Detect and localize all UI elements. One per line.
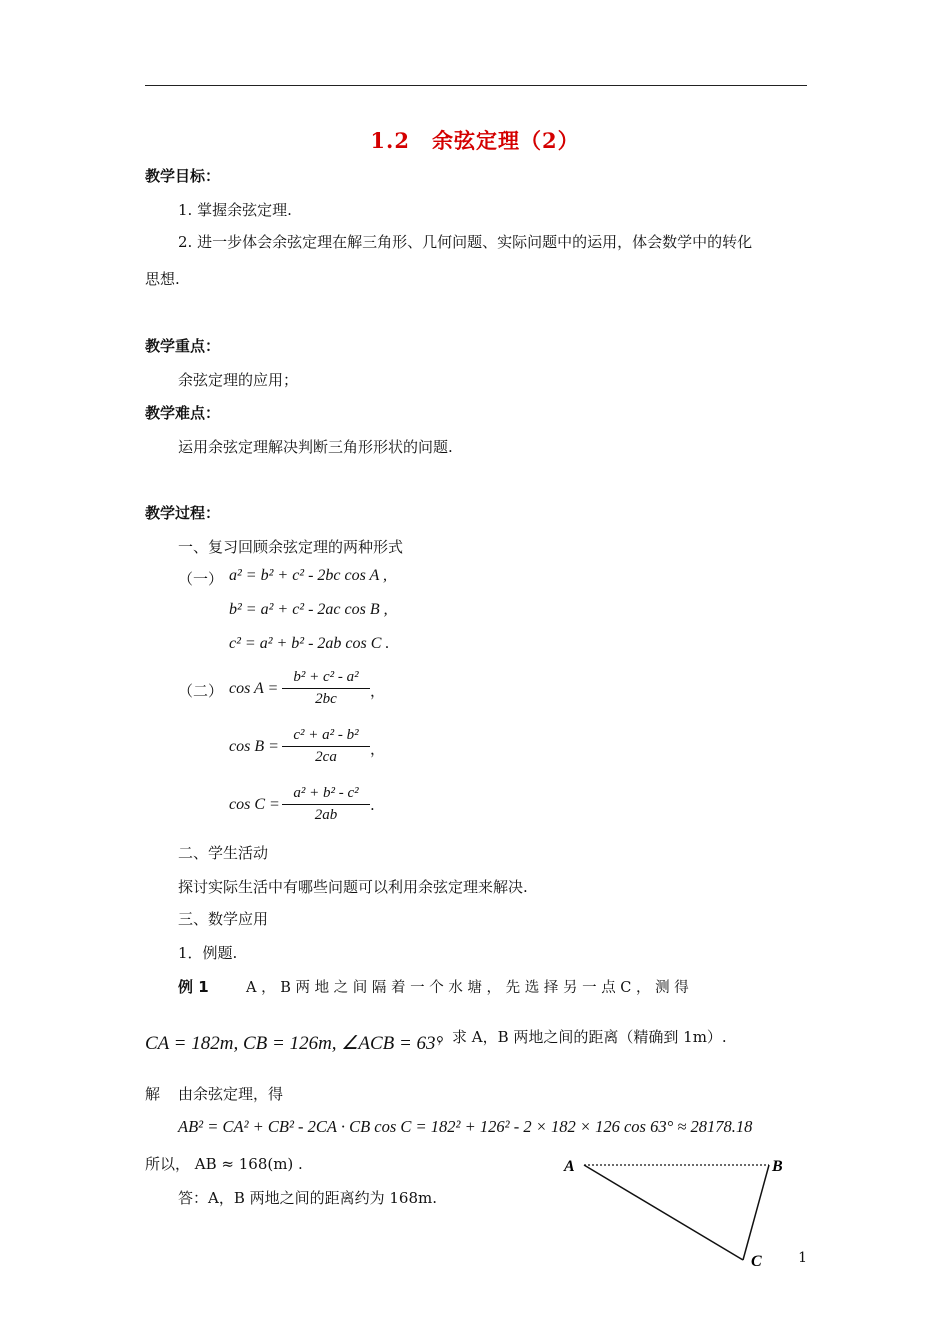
part2-heading: 二、学生活动 [178, 844, 269, 862]
difficulty-text: 运用余弦定理解决判断三角形形状的问题. [178, 438, 453, 456]
page-title: 1.2 余弦定理（2） [370, 128, 580, 153]
cosC-tail: . [370, 796, 375, 814]
solution-label: 解 [145, 1085, 161, 1103]
cosC-fraction-bar [282, 804, 370, 805]
vertex-c-label: C [751, 1253, 762, 1270]
example-given [145, 1032, 443, 1055]
example-given-text: CA = 182m, CB = 126m, ∠ACB = 63° [145, 1033, 444, 1054]
cosA-numerator: b² + c² - a² [293, 669, 359, 685]
cosA-fraction [282, 669, 370, 708]
cosB-tail: ， [370, 740, 386, 758]
focus-text: 余弦定理的应用； [178, 371, 299, 389]
goals-heading: 教学目标： [145, 167, 221, 185]
cosA-denominator: 2bc [315, 691, 337, 707]
form1-equation-1: a² = b² + c² - 2bc cos A , [229, 567, 388, 584]
goal-2-line1: 2. 进一步体会余弦定理在解三角形、几何问题、实际问题中的运用，体会数学中的转化 [178, 233, 753, 251]
part3-sub: 1．例题. [178, 944, 238, 962]
answer-text: 答：A，B 两地之间的距离约为 168m. [178, 1189, 438, 1207]
page-number: 1 [798, 1250, 807, 1266]
form2-label: （二） [178, 682, 224, 700]
side-bc [743, 1165, 769, 1260]
form1-equation-2: b² = a² + c² - 2ac cos B , [229, 601, 388, 618]
difficulty-heading: 教学难点： [145, 404, 221, 422]
cosC-fraction [282, 785, 370, 824]
cosB-fraction-bar [282, 746, 370, 747]
solution-intro: 由余弦定理，得 [178, 1085, 284, 1103]
cosB-numerator: c² + a² - b² [293, 727, 359, 743]
part1-heading: 一、复习回顾余弦定理的两种形式 [178, 538, 404, 556]
part2-text: 探讨实际生活中有哪些问题可以利用余弦定理来解决. [178, 878, 528, 896]
side-ac [584, 1165, 743, 1260]
example-label: 例 1 [178, 978, 209, 996]
cosB-lhs: cos B = [229, 738, 279, 755]
cosA-fraction-bar [282, 688, 370, 689]
part3-heading: 三、数学应用 [178, 910, 269, 928]
cosC-numerator: a² + b² - c² [293, 785, 359, 801]
cosA-tail: ， [370, 682, 386, 700]
header-rule [145, 85, 807, 86]
example-line1: A ， B 两 地 之 间 隔 着 一 个 水 塘 ， 先 选 择 另 一 点 C ， 测 得 [246, 980, 689, 996]
goal-1: 1. 掌握余弦定理. [178, 201, 292, 219]
cosC-lhs: cos C = [229, 796, 280, 813]
solution-equation: AB² = CA² + CB² - 2CA · CB cos C = 182² + 126² - 2 × 182 × 126 cos 63° ≈ 28178.18 [178, 1117, 753, 1136]
process-heading: 教学过程： [145, 504, 221, 522]
cosB-denominator: 2ca [315, 749, 337, 765]
vertex-b-label: B [772, 1158, 783, 1175]
cosA-lhs: cos A = [229, 680, 279, 697]
triangle-figure [560, 1150, 800, 1275]
cosC-denominator: 2ab [314, 807, 338, 823]
goal-2-line2: 思想. [145, 270, 180, 288]
vertex-a-label: A [564, 1158, 575, 1175]
form1-label: （一） [178, 570, 224, 588]
cosB-fraction [282, 727, 370, 766]
form1-equation-3: c² = a² + b² - 2ab cos C . [229, 635, 390, 652]
solution-result: 所以， AB ≈ 168(m) . [145, 1155, 303, 1173]
example-question: ，求 A，B 两地之间的距离（精确到 1m）. [437, 1028, 727, 1046]
focus-heading: 教学重点： [145, 337, 221, 355]
